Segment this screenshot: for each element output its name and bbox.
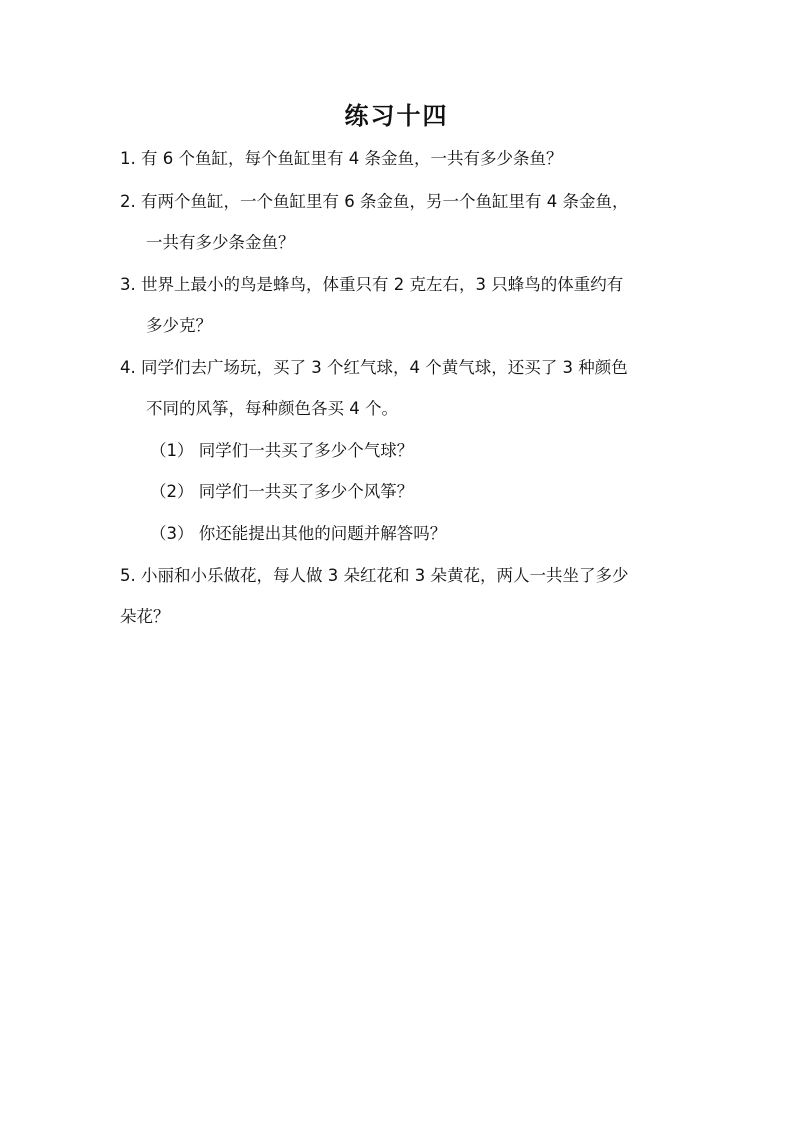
question-5 — [120, 563, 628, 589]
question-1-line-1: 有 6 个鱼缸，每个鱼缸里有 4 条金鱼，一共有多少条鱼？ — [141, 149, 563, 168]
question-5-line-1: 小丽和小乐做花，每人做 3 朵红花和 3 朵黄花，两人一共坐了多少 — [141, 566, 629, 585]
sub-2-text: 同学们一共买了多少个风筝？ — [198, 482, 414, 501]
question-4 — [120, 355, 628, 381]
question-2-number: 2. — [120, 192, 136, 211]
question-4-continuation: 不同的风筝，每种颜色各买 4 个。 — [146, 399, 398, 418]
question-3-number: 3. — [120, 275, 136, 294]
question-1-number: 1. — [120, 149, 136, 168]
question-2-continuation: 一共有多少条金鱼？ — [146, 233, 295, 252]
question-1 — [120, 146, 562, 172]
question-4-sub-1 — [150, 438, 413, 464]
question-5-continuation: 朵花？ — [120, 607, 170, 626]
question-3 — [120, 272, 623, 298]
sub-3-text: 你还能提出其他的问题并解答吗？ — [198, 524, 447, 543]
question-4-sub-3 — [150, 521, 446, 547]
question-2 — [120, 189, 628, 215]
sub-1-label: （1） — [150, 441, 194, 460]
question-5-number: 5. — [120, 566, 136, 585]
question-4-number: 4. — [120, 358, 136, 377]
question-2-line-1: 有两个鱼缸，一个鱼缸里有 6 条金鱼，另一个鱼缸里有 4 条金鱼， — [141, 192, 629, 211]
question-4-line-1: 同学们去广场玩，买了 3 个红气球，4 个黄气球，还买了 3 种颜色 — [141, 358, 628, 377]
question-3-continuation: 多少克？ — [146, 316, 212, 335]
sub-2-label: （2） — [150, 482, 194, 501]
question-3-line-1: 世界上最小的鸟是蜂鸟，体重只有 2 克左右，3 只蜂鸟的体重约有 — [141, 275, 624, 294]
sub-1-text: 同学们一共买了多少个气球？ — [198, 441, 414, 460]
question-4-sub-2 — [150, 479, 413, 505]
page-title: 练习十四 — [344, 101, 449, 130]
sub-3-label: （3） — [150, 524, 194, 543]
